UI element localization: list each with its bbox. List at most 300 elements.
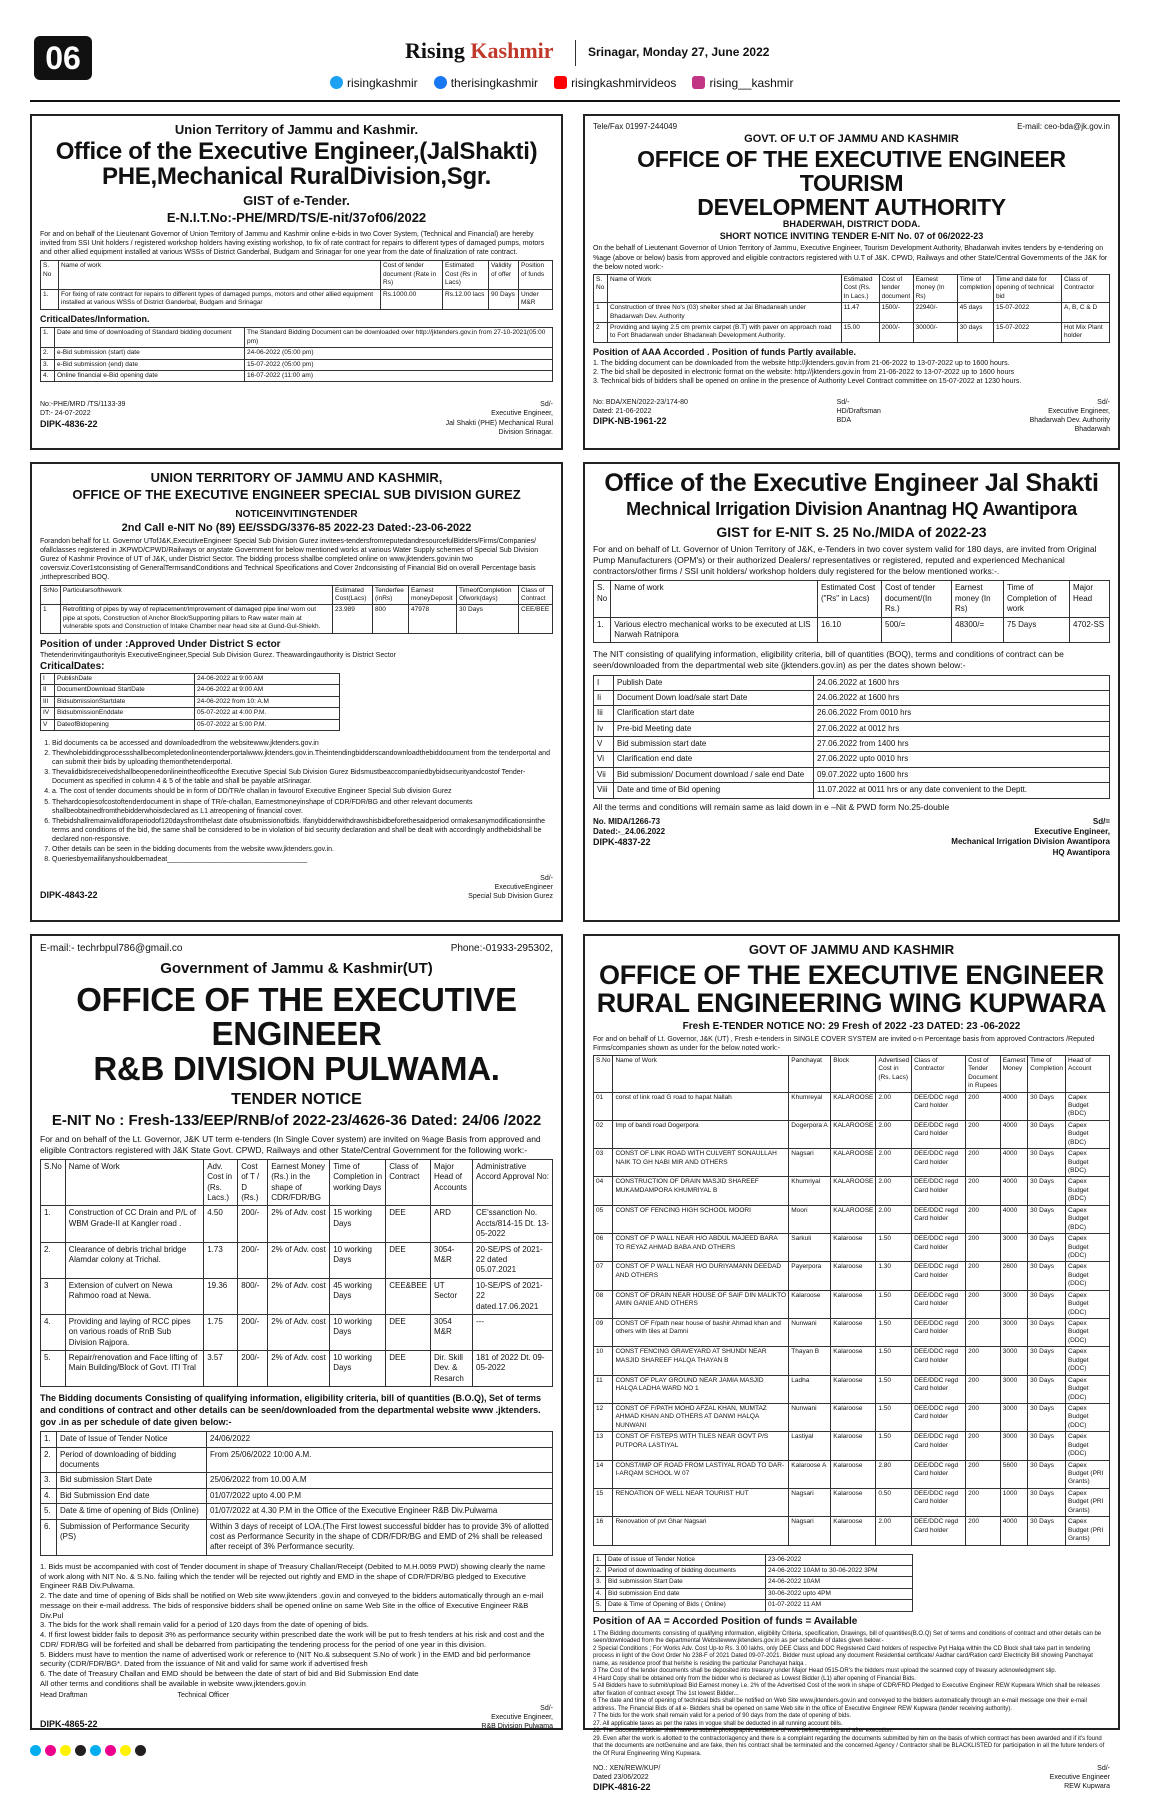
table-row xyxy=(594,1600,913,1611)
cell: Date of Issue of Tender Notice xyxy=(57,1432,207,1447)
cell: 5. xyxy=(594,1600,606,1611)
cell: 200 xyxy=(966,1205,1001,1233)
cell: 30000/- xyxy=(913,322,957,342)
cell: 45 days xyxy=(957,303,993,323)
cell: Hot Mix Plant holder xyxy=(1062,322,1110,342)
table-row xyxy=(594,737,1110,752)
col-header: Administrative Accord Approval No: xyxy=(473,1159,553,1206)
cell: 24-06-2022 from 10: A.M xyxy=(195,696,340,707)
social-instagram[interactable] xyxy=(692,76,793,90)
cell: III xyxy=(41,696,55,707)
table-row xyxy=(594,1290,1110,1318)
col-header: Name of Work xyxy=(613,1055,789,1092)
ad5-intro: For and on behalf of the Lt. Governor, J&K UT term e-tenders (In Single Cover system) are invited on %age Basis from approved and eligible Contractors registered with J&K State Govt. CPWD, Railways and other State/Central Government for the following work:- xyxy=(40,1133,541,1155)
cell: CE'ssanction No. Accts/814-15 Dt. 13-05-2022 xyxy=(473,1206,553,1242)
masthead-brand-b: Kashmir xyxy=(470,38,554,63)
cell: 200 xyxy=(966,1290,1001,1318)
cell: V xyxy=(594,737,614,752)
cell: DEE/DDC regd Card holder xyxy=(912,1319,966,1347)
table-header-row xyxy=(41,1159,553,1206)
cell: Khumriyal xyxy=(789,1177,831,1205)
cell: 05-07-2022 at 5:00 P.M. xyxy=(195,719,340,730)
cell: Capex Budget (BDC) xyxy=(1066,1177,1110,1205)
cell: Moori xyxy=(789,1205,831,1233)
cell: 4. xyxy=(41,1314,66,1350)
ad3-footer xyxy=(40,874,553,901)
cell: Pre-bid Meeting date xyxy=(614,721,814,736)
registration-dot xyxy=(120,1745,131,1756)
cell: 2. xyxy=(41,348,55,359)
cell: 4. xyxy=(41,370,55,381)
col-header: Cost of tender document (Rate in Rs) xyxy=(381,261,443,289)
ad2-footer xyxy=(593,398,1110,434)
cell: 10 working Days xyxy=(330,1314,386,1350)
cell: 09.07.2022 upto 1600 hrs xyxy=(814,767,1110,782)
ad6-rows xyxy=(594,1092,1110,1545)
col-header: TimeofCompletion Ofwork(days) xyxy=(457,585,519,605)
ad3-title: OFFICE OF THE EXECUTIVE ENGINEER SPECIAL SUB DIVISION GUREZ xyxy=(72,486,521,502)
ad-gurez-subdivision xyxy=(30,462,563,922)
table-row xyxy=(41,1206,553,1242)
col-header: Head of Account xyxy=(1066,1055,1110,1092)
cell: 3000 xyxy=(1000,1290,1027,1318)
col-header: Class of Contractor xyxy=(912,1055,966,1092)
ad5-sign1: Sd/- xyxy=(540,1704,553,1712)
ad2-email: E-mail: ceo-bda@jk.gov.in xyxy=(1017,122,1110,131)
ad4-intro: For and on behalf of Lt. Governor of Union Territory of J&K, e-Tenders in two cover system valid for 180 days, are invited from Original Pump Manufacturers (OPM's) or their authorized Dealers/ representatives or registered, reputed and experienced Mechanical contractors/other firms / SSI unit holders/ workshop holders duly registered for the below mentioned works:-. xyxy=(593,544,1097,577)
table-row xyxy=(594,706,1110,721)
cell: 4000 xyxy=(1000,1092,1027,1120)
col-header: Time of Completion in working Days xyxy=(330,1159,386,1206)
cell: 1. xyxy=(41,1206,66,1242)
cell: 10 working Days xyxy=(330,1242,386,1278)
cell: 07 xyxy=(594,1262,613,1290)
ad4-footer xyxy=(593,817,1110,859)
cell: Kalaroose xyxy=(831,1234,876,1262)
cell: 30 Days xyxy=(1028,1375,1066,1403)
cell: CONSTRUCTION OF DRAIN MASJID SHAREEF MUKAMDAMPORA KHUMRIYAL B xyxy=(613,1177,789,1205)
col-header: Particularsofthework xyxy=(60,585,332,605)
cell: CONST OF LINK ROAD WITH CULVERT SONAULLAH NAIK TO GH NABI MIR AND OTHERS xyxy=(613,1149,789,1177)
cell: 03 xyxy=(594,1149,613,1177)
cell: KALAROOSE xyxy=(831,1149,876,1177)
cell: 200 xyxy=(966,1319,1001,1347)
table-header-row xyxy=(41,261,553,289)
cell: 3000 xyxy=(1000,1432,1027,1460)
table-row xyxy=(594,1092,1110,1120)
ad-rew-kupwara xyxy=(583,934,1120,1793)
table-row xyxy=(41,1432,553,1447)
social-label: therisingkashmir xyxy=(450,76,539,90)
col-header: Estimated Cost (Rs. In Lacs.) xyxy=(841,274,879,302)
cell: 24-06-2022 at 9:00 AM xyxy=(195,685,340,696)
cell: Capex Budget (DDC) xyxy=(1066,1290,1110,1318)
cell: 5600 xyxy=(1000,1460,1027,1488)
ad6-dates-table xyxy=(593,1554,913,1612)
facebook-icon xyxy=(434,76,447,89)
registration-dot xyxy=(105,1745,116,1756)
cell: From 25/06/2022 10:00 A.M. xyxy=(207,1447,553,1473)
cell: DEE xyxy=(386,1351,431,1387)
ad3-work-table xyxy=(40,585,553,634)
list-item: 3. Thevalidbidsreceivedshallbeopenedonlineintheofficeofthe Executive Special Sub Division Gurez Bidsmustbeaccompaniedbybidsecurityandcostof Tender-Document as specified in column 4 & 5 of the table and shall be payable atSrinagar. xyxy=(52,768,553,786)
cell: 500/= xyxy=(882,617,952,643)
cell: CONST OF DRAIN NEAR HOUSE OF SAIF DIN MALIKTO AMIN GANIE AND OTHERS xyxy=(613,1290,789,1318)
cell: Iii xyxy=(594,706,614,721)
cell: 12 xyxy=(594,1403,613,1431)
cell: CONST OF F/PATH MOHD AFZAL KHAN, MUMTAZ AHMAD KHAN AND OTHERS AT DANWI HALQA NUNWANI xyxy=(613,1403,789,1431)
ad2-mid2: HD/Draftsman xyxy=(836,407,881,415)
cell: 200 xyxy=(966,1092,1001,1120)
twitter-icon xyxy=(330,76,343,89)
cell: Date of issue of Tender Notice xyxy=(606,1554,766,1565)
cell: 30 Days xyxy=(1028,1488,1066,1516)
cell: Document Down load/sale start Date xyxy=(614,690,814,705)
cell: Ladha xyxy=(789,1375,831,1403)
list-item: 6. The date of Treasury Challan and EMD should be between the date of start of bid and Bid Submission End date xyxy=(40,1669,419,1679)
ad5-notice: TENDER NOTICE xyxy=(231,1091,362,1109)
cell: 1.50 xyxy=(876,1403,912,1431)
cell: 10 xyxy=(594,1347,613,1375)
cell: 2. xyxy=(41,1242,66,1278)
cell: 48300/= xyxy=(952,617,1004,643)
cell: 2% of Adv. cost xyxy=(268,1278,330,1314)
social-label: rising__kashmir xyxy=(709,76,794,90)
ad3-dates-table xyxy=(40,673,340,731)
table-row xyxy=(594,1432,1110,1460)
ad5-title2: R&B DIVISION PULWAMA. xyxy=(93,1049,500,1087)
cell: Kalaroose xyxy=(831,1517,876,1545)
cell: Vii xyxy=(594,767,614,782)
cell: Construction of three No's (03) shelter shed at Jai Bhadarwah under Bhadarwah Dev. Authority xyxy=(608,303,842,323)
table-row xyxy=(594,1460,1110,1488)
cell: 1. xyxy=(41,1432,57,1447)
cell: 200 xyxy=(966,1120,1001,1148)
ad2-govt: GOVT. OF U.T OF JAMMU AND KASHMIR xyxy=(744,133,959,146)
cell: 4000 xyxy=(1000,1517,1027,1545)
ad4-dated: Dated:-_24.06.2022 xyxy=(593,827,666,837)
cell: CONST OF F/path near house of bashir Ahmad khan and others with tiles at Damni xyxy=(613,1319,789,1347)
ad6-no: NO.: XEN/REW/KUP/ xyxy=(593,1765,661,1773)
cell: 200 xyxy=(966,1460,1001,1488)
ad6-govt: GOVT OF JAMMU AND KASHMIR xyxy=(748,942,955,957)
col-header: Validity of offer xyxy=(489,261,519,289)
col-header: Advertised Cost in (Rs. Lacs) xyxy=(876,1055,912,1092)
col-header: Name of work xyxy=(59,261,381,289)
ad3-ut: UNION TERRITORY OF JAMMU AND KASHMIR, xyxy=(150,470,443,485)
ad6-position: Position of AA = Accorded Position of funds = Available xyxy=(593,1615,858,1627)
ad6-intro: For and on behalf of Lt. Governor, J&K (UT) , Fresh e-tenders in SINGLE COVER SYSTEM are invited o-n Percentage basis from approved Contractors /Reputed Firms/companies shown as under for the below noted work:- xyxy=(593,1035,1095,1052)
ad1-dipk: DIPK-4836-22 xyxy=(40,418,98,429)
cell: DEE/DDC regd Card holder xyxy=(912,1092,966,1120)
col-header: Earnest Money (Rs.) in the shape of CDR/FDR/BG xyxy=(268,1159,330,1206)
cell: 2.00 xyxy=(876,1149,912,1177)
youtube-icon xyxy=(554,76,567,89)
table-row xyxy=(41,328,553,348)
col-header: Time of Completion xyxy=(1028,1055,1066,1092)
social-facebook[interactable] xyxy=(434,76,538,90)
social-twitter[interactable] xyxy=(330,76,418,90)
cell: Clearance of debris trichal bridge Alamdar colony at Trichal. xyxy=(65,1242,203,1278)
social-youtube[interactable] xyxy=(554,76,676,90)
cell: Capex Budget (DDC) xyxy=(1066,1347,1110,1375)
table-row xyxy=(594,1205,1110,1233)
cell: 2.00 xyxy=(876,1205,912,1233)
cell: 15-07-2022 (05:00 pm) xyxy=(245,359,553,370)
cell: 4702-SS xyxy=(1070,617,1110,643)
ad2-sign2: Executive Engineer, xyxy=(1048,407,1110,415)
table-row xyxy=(594,1319,1110,1347)
registration-dot xyxy=(30,1745,41,1756)
cell: 10-SE/PS of 2021-22 dated.17.06.2021 xyxy=(473,1278,553,1314)
ad4-dates-table xyxy=(593,675,1110,799)
cell: 10 working Days xyxy=(330,1351,386,1387)
table-row xyxy=(594,1375,1110,1403)
cell: 200/- xyxy=(238,1314,268,1350)
cell: 3000 xyxy=(1000,1234,1027,1262)
table-row xyxy=(41,289,553,309)
cell: 08 xyxy=(594,1290,613,1318)
ad5-officers xyxy=(40,1691,553,1700)
cell: Kalaroose xyxy=(831,1262,876,1290)
list-item: 3. The bids for the work shall remain valid for a period of 120 days from the date of opening of bids. xyxy=(40,1620,369,1630)
cell: Khumreyal xyxy=(789,1092,831,1120)
table-row xyxy=(594,767,1110,782)
cell: 5. xyxy=(41,1351,66,1387)
cell: Within 3 days of receipt of LOA.(The First lowest successful bidder has to provide 3% of allotted cost as Performance Security in the shape of CDR/FDR/BG and EMD of 2% shall be released after receipt of 3% Performance security. xyxy=(207,1519,553,1555)
ad5-sign2: Executive Engineer, xyxy=(491,1713,553,1721)
list-item: 4 Hard Copy shall be obtained only from the bidder who is declared as Lowest Bidder (L1) after opening of Financial Bids. xyxy=(593,1675,916,1682)
cell: DEE/DDC regd Card holder xyxy=(912,1347,966,1375)
ad2-work-table xyxy=(593,274,1110,343)
ad3-call: 2nd Call e-NIT No (89) EE/SSDG/3376-85 2022-23 Dated:-23-06-2022 xyxy=(121,521,472,534)
cell: 30 Days xyxy=(1028,1517,1066,1545)
cell: 3. xyxy=(594,1577,606,1588)
table-row xyxy=(594,1577,913,1588)
cell: Kalaroose xyxy=(789,1290,831,1318)
cell: 200/- xyxy=(238,1206,268,1242)
ad6-title1: OFFICE OF THE EXECUTIVE ENGINEER xyxy=(599,959,1104,990)
list-item: 2 Special Conditions ; For Works Adv. Cost Up-to Rs. 3.00 lakhs, only DEE Class and DDC Registered Card holders of respective Pyt Halqa within the CD Block shall take part in tendering process in light of the Govt Order No 238-F of 2021 Dated 09-07-2021. Bidder must upload any document Residential certificate/ Aadhar card/Ration card/ Electricity Bill showing Panchayat name, as residence proof that he/she is residing the particular Panchayat halqa . xyxy=(593,1645,1093,1667)
cell: 1.50 xyxy=(876,1347,912,1375)
cell: 4000 xyxy=(1000,1149,1027,1177)
table-row xyxy=(594,783,1110,798)
cell: 27.06.2022 at 0012 hrs xyxy=(814,721,1110,736)
ad5-govt: Government of Jammu & Kashmir(UT) xyxy=(160,960,433,977)
cell: 1.50 xyxy=(876,1234,912,1262)
cell: 4000 xyxy=(1000,1120,1027,1148)
ad2-position: Position of AAA Accorded . Position of funds Partly available. xyxy=(593,346,857,357)
cell: 200 xyxy=(966,1488,1001,1516)
table-row xyxy=(41,1242,553,1278)
cell: Capex Budget (DDC) xyxy=(1066,1375,1110,1403)
registration-dot xyxy=(135,1745,146,1756)
cell: DEE/DDC regd Card holder xyxy=(912,1120,966,1148)
col-header: Class of Contract xyxy=(519,585,553,605)
cell: 15-07-2022 xyxy=(994,322,1062,342)
ad2-note-1: 1. The bidding document can be downloaded from the website http://jktenders.gov.in from 21-06-2022 to 13-07-2022 up to 1600 hours. xyxy=(593,359,1010,367)
table-row xyxy=(594,721,1110,736)
cell: Submission of Performance Security (PS) xyxy=(57,1519,207,1555)
ad2-mid3: BDA xyxy=(836,416,851,424)
cell: Bid submission End date xyxy=(606,1588,766,1599)
cell: Capex Budget (BDC) xyxy=(1066,1120,1110,1148)
ad3-dipk: DIPK-4843-22 xyxy=(40,889,98,900)
cell: 01 xyxy=(594,1092,613,1120)
cell: 30 Days xyxy=(1028,1460,1066,1488)
cell: Providing and laying 2.5 cm premix carpet (B.T) with paver on approach road to Fort Bhadarwah under Bhadarwah Development Authority. xyxy=(608,322,842,342)
col-header: Estimated Cost(Lacs) xyxy=(333,585,373,605)
cell: 3000 xyxy=(1000,1347,1027,1375)
col-header: Class of Contract xyxy=(386,1159,431,1206)
ad5-title1: OFFICE OF THE EXECUTIVE ENGINEER xyxy=(76,980,517,1053)
cell: DEE/DDC regd Card holder xyxy=(912,1460,966,1488)
ad4-gist: GIST for E-NIT S. 25 No./MIDA of 2022-23 xyxy=(716,524,987,541)
table-row xyxy=(594,303,1110,323)
table-header-row xyxy=(594,274,1110,302)
cell: 4. xyxy=(41,1488,57,1503)
ad2-sign4: Bhadarwah xyxy=(1074,426,1110,434)
registration-dot xyxy=(60,1745,71,1756)
cell: 2% of Adv. cost xyxy=(268,1242,330,1278)
cell: 1. xyxy=(41,289,59,309)
table-row xyxy=(41,370,553,381)
ad-jalshakti-awantipora xyxy=(583,462,1120,922)
col-header: Earnest Money xyxy=(1000,1055,1027,1092)
col-header: Block xyxy=(831,1055,876,1092)
table-row xyxy=(594,1120,1110,1148)
cell: Clarification start date xyxy=(614,706,814,721)
table-row xyxy=(594,1517,1110,1545)
table-row xyxy=(594,1588,913,1599)
ad1-title1: Office of the Executive Engineer,(JalShakti) xyxy=(55,137,538,165)
cell: --- xyxy=(473,1314,553,1350)
cell: 2 xyxy=(594,322,608,342)
cell: 30 Days xyxy=(1028,1262,1066,1290)
masthead-logo xyxy=(405,38,554,64)
cell: Capex Budget (BDC) xyxy=(1066,1205,1110,1233)
cell: Thayan B xyxy=(789,1347,831,1375)
ad5-email: E-mail:- techrbpul786@gmail.co xyxy=(40,943,183,954)
table-row xyxy=(41,685,340,696)
social-label: risingkashmir xyxy=(347,76,418,90)
cell: 200 xyxy=(966,1517,1001,1545)
cell: Kalaroose xyxy=(831,1290,876,1318)
list-item: 1 The Bidding documents consisting of qualifying information, eligibility Criteria, specification, Drawings, bill of quantities(B.O.Q) Set of terms and conditions of contract and other details can be seen/downloaded from the departmental Websitewww.jktenders.gov.in as per schedule of dates given below:- xyxy=(593,1630,1102,1645)
cell: 30 Days xyxy=(1028,1347,1066,1375)
cell: Capex Budget (DDC) xyxy=(1066,1262,1110,1290)
cell: KALAROOSE xyxy=(831,1177,876,1205)
ad3-sign3: Special Sub Division Gurez xyxy=(468,893,553,901)
cell: Capex Budget (PRI Grants) xyxy=(1066,1460,1110,1488)
col-header: S.No xyxy=(41,1159,66,1206)
ad6-sign3: REW Kupwara xyxy=(1064,1783,1110,1791)
table-row xyxy=(41,673,340,684)
col-header: Estimated Cost ("Rs" in Lacs) xyxy=(818,581,882,617)
cell: Payerpora xyxy=(789,1262,831,1290)
ad1-enit: E-N.I.T.No:-PHE/MRD/TS/E-nit/37of06/2022 xyxy=(166,210,427,226)
cell: 23-06-2022 xyxy=(766,1554,913,1565)
cell: Capex Budget (DDC) xyxy=(1066,1319,1110,1347)
ad3-auth: Thetenderinvitingauthorityis ExecutiveEngineer,Special Sub Division Gurez. Theawardingauthority is District Sector xyxy=(40,651,396,659)
table-row xyxy=(41,1473,553,1488)
cell: I xyxy=(41,673,55,684)
table-row xyxy=(41,1488,553,1503)
ad4-para: The NIT consisting of qualifying information, eligibility criteria, bill of quantities (BOQ), terms and conditions of contract can be seen/downloaded from the departmental web site (jktenders.gov.in) as per the dates shown below:- xyxy=(593,649,1064,671)
cell: 15 xyxy=(594,1488,613,1516)
ad2-dipk: DIPK-NB-1961-22 xyxy=(593,415,667,426)
cell: 20-SE/PS of 2021-22 dated 05.07.2021 xyxy=(473,1242,553,1278)
cell: 3. xyxy=(41,359,55,370)
cell: CONST OF PLAY GROUND NEAR JAMIA MASJID HALQA LADHA WARD NO 1 xyxy=(613,1375,789,1403)
table-row xyxy=(41,1314,553,1350)
cell: Nunwani xyxy=(789,1403,831,1431)
cell: 3000 xyxy=(1000,1403,1027,1431)
cell: CONST FENCING GRAVEYARD AT SHUNDI NEAR MASJID SHAREEF HALQA THAYAN B xyxy=(613,1347,789,1375)
ad4-sign1: Sd/= xyxy=(1092,816,1110,826)
ad2-notice: SHORT NOTICE INVITING TENDER E-NIT No. 07 of 06/2022-23 xyxy=(719,230,984,241)
cell: 3054 M&R xyxy=(431,1314,473,1350)
ad4-subtitle: Mechnical Irrigation Division Anantnag HQ Awantipora xyxy=(626,499,1077,520)
list-item: 3 The Cost of the tender documents shall be deposited into treasury under Major Head 0515-DR's the bidders must upload the scanned copy of treasury acknowledgment slip. xyxy=(593,1668,1057,1675)
ad1-footer xyxy=(40,400,553,436)
ad2-title1: OFFICE OF THE EXECUTIVE ENGINEER TOURISM xyxy=(637,145,1066,196)
cell: 800/- xyxy=(238,1278,268,1314)
ad4-dipk: DIPK-4837-22 xyxy=(593,837,651,848)
cell: Imp of bandi road Dogerpora xyxy=(613,1120,789,1148)
cell: CEE/BEE xyxy=(519,605,553,633)
cell: 16.10 xyxy=(818,617,882,643)
cell: 30 Days xyxy=(1028,1205,1066,1233)
ad1-intro: For and on behalf of the Lieutenant Governor of Union Territory of Jammu and Kashmir online e-bids in two Cover System, (Technical and Financial) are hereby invited from SSI Unit holders / registered workshop holders having existing workshop, to fix of rate contract for repairs to different types of damaged pumps, motors and other allied equipment installed at various WSSs of District Ganderbal, Budgam and Srinagar for one year from the date of finalization of rate contract. xyxy=(40,231,545,257)
cell: DEE/DDC regd Card holder xyxy=(912,1290,966,1318)
list-item: 5. Thehardcopiesofcostoftenderdocument in shape of TR/e-challan, Earnestmoneyinshape of CDR/FDR/BG and other relevant documents shallbeobtainedfromthebidderwhoisdeclared as L1 atreopening of financial cover. xyxy=(52,798,553,816)
cell: KALAROOSE xyxy=(831,1120,876,1148)
cell: Kalaroose xyxy=(831,1347,876,1375)
col-header: Time and date for opening of technical bid xyxy=(994,274,1062,302)
cell: DocumentDownload StartDate xyxy=(55,685,195,696)
cell: 4.50 xyxy=(204,1206,238,1242)
cell: 30 days xyxy=(957,322,993,342)
cell: Capex Budget (BDC) xyxy=(1066,1092,1110,1120)
cell: 30 Days xyxy=(1028,1319,1066,1347)
cell: DEE/DDC regd Card holder xyxy=(912,1488,966,1516)
cell: 200 xyxy=(966,1403,1001,1431)
cell: 25/06/2022 from 10.00 A.M xyxy=(207,1473,553,1488)
cell: Dir. Skill Dev. & Resarch xyxy=(431,1351,473,1387)
cell: const of link road G road to hapat Nallah xyxy=(613,1092,789,1120)
cell: The Standard Bidding Document can be downloaded over http://jktenders.gov.in from 27-10-2021(05:00 pm) xyxy=(245,328,553,348)
cell: 01/07/2022 upto 4.00 P.M xyxy=(207,1488,553,1503)
cell: 5. xyxy=(41,1504,57,1519)
cell: 09 xyxy=(594,1319,613,1347)
cell: 181 of 2022 Dt. 09-05-2022 xyxy=(473,1351,553,1387)
ad1-sign2: Executive Engineer, xyxy=(491,410,553,418)
col-header: Major Head xyxy=(1070,581,1110,617)
ad5-work-table xyxy=(40,1159,553,1387)
table-row xyxy=(594,617,1110,643)
cell: Providing and laying of RCC pipes on various roads of RnB Sub Division Rajpora. xyxy=(65,1314,203,1350)
cell: CONST/IMP OF ROAD FROM LASTIYAL ROAD TO DAR-I-ARQAM SCHOOL W 07 xyxy=(613,1460,789,1488)
ad1-ut: Union Territory of Jammu and Kashmir. xyxy=(174,122,419,137)
cell: DEE/DDC regd Card holder xyxy=(912,1517,966,1545)
table-row xyxy=(41,719,340,730)
cell: Date and time of downloading of Standard bidding document xyxy=(55,328,245,348)
cell: 200 xyxy=(966,1375,1001,1403)
cell: Extension of culvert on Newa Rahmoo road at Newa. xyxy=(65,1278,203,1314)
cell: 200 xyxy=(966,1177,1001,1205)
cell: IV xyxy=(41,708,55,719)
